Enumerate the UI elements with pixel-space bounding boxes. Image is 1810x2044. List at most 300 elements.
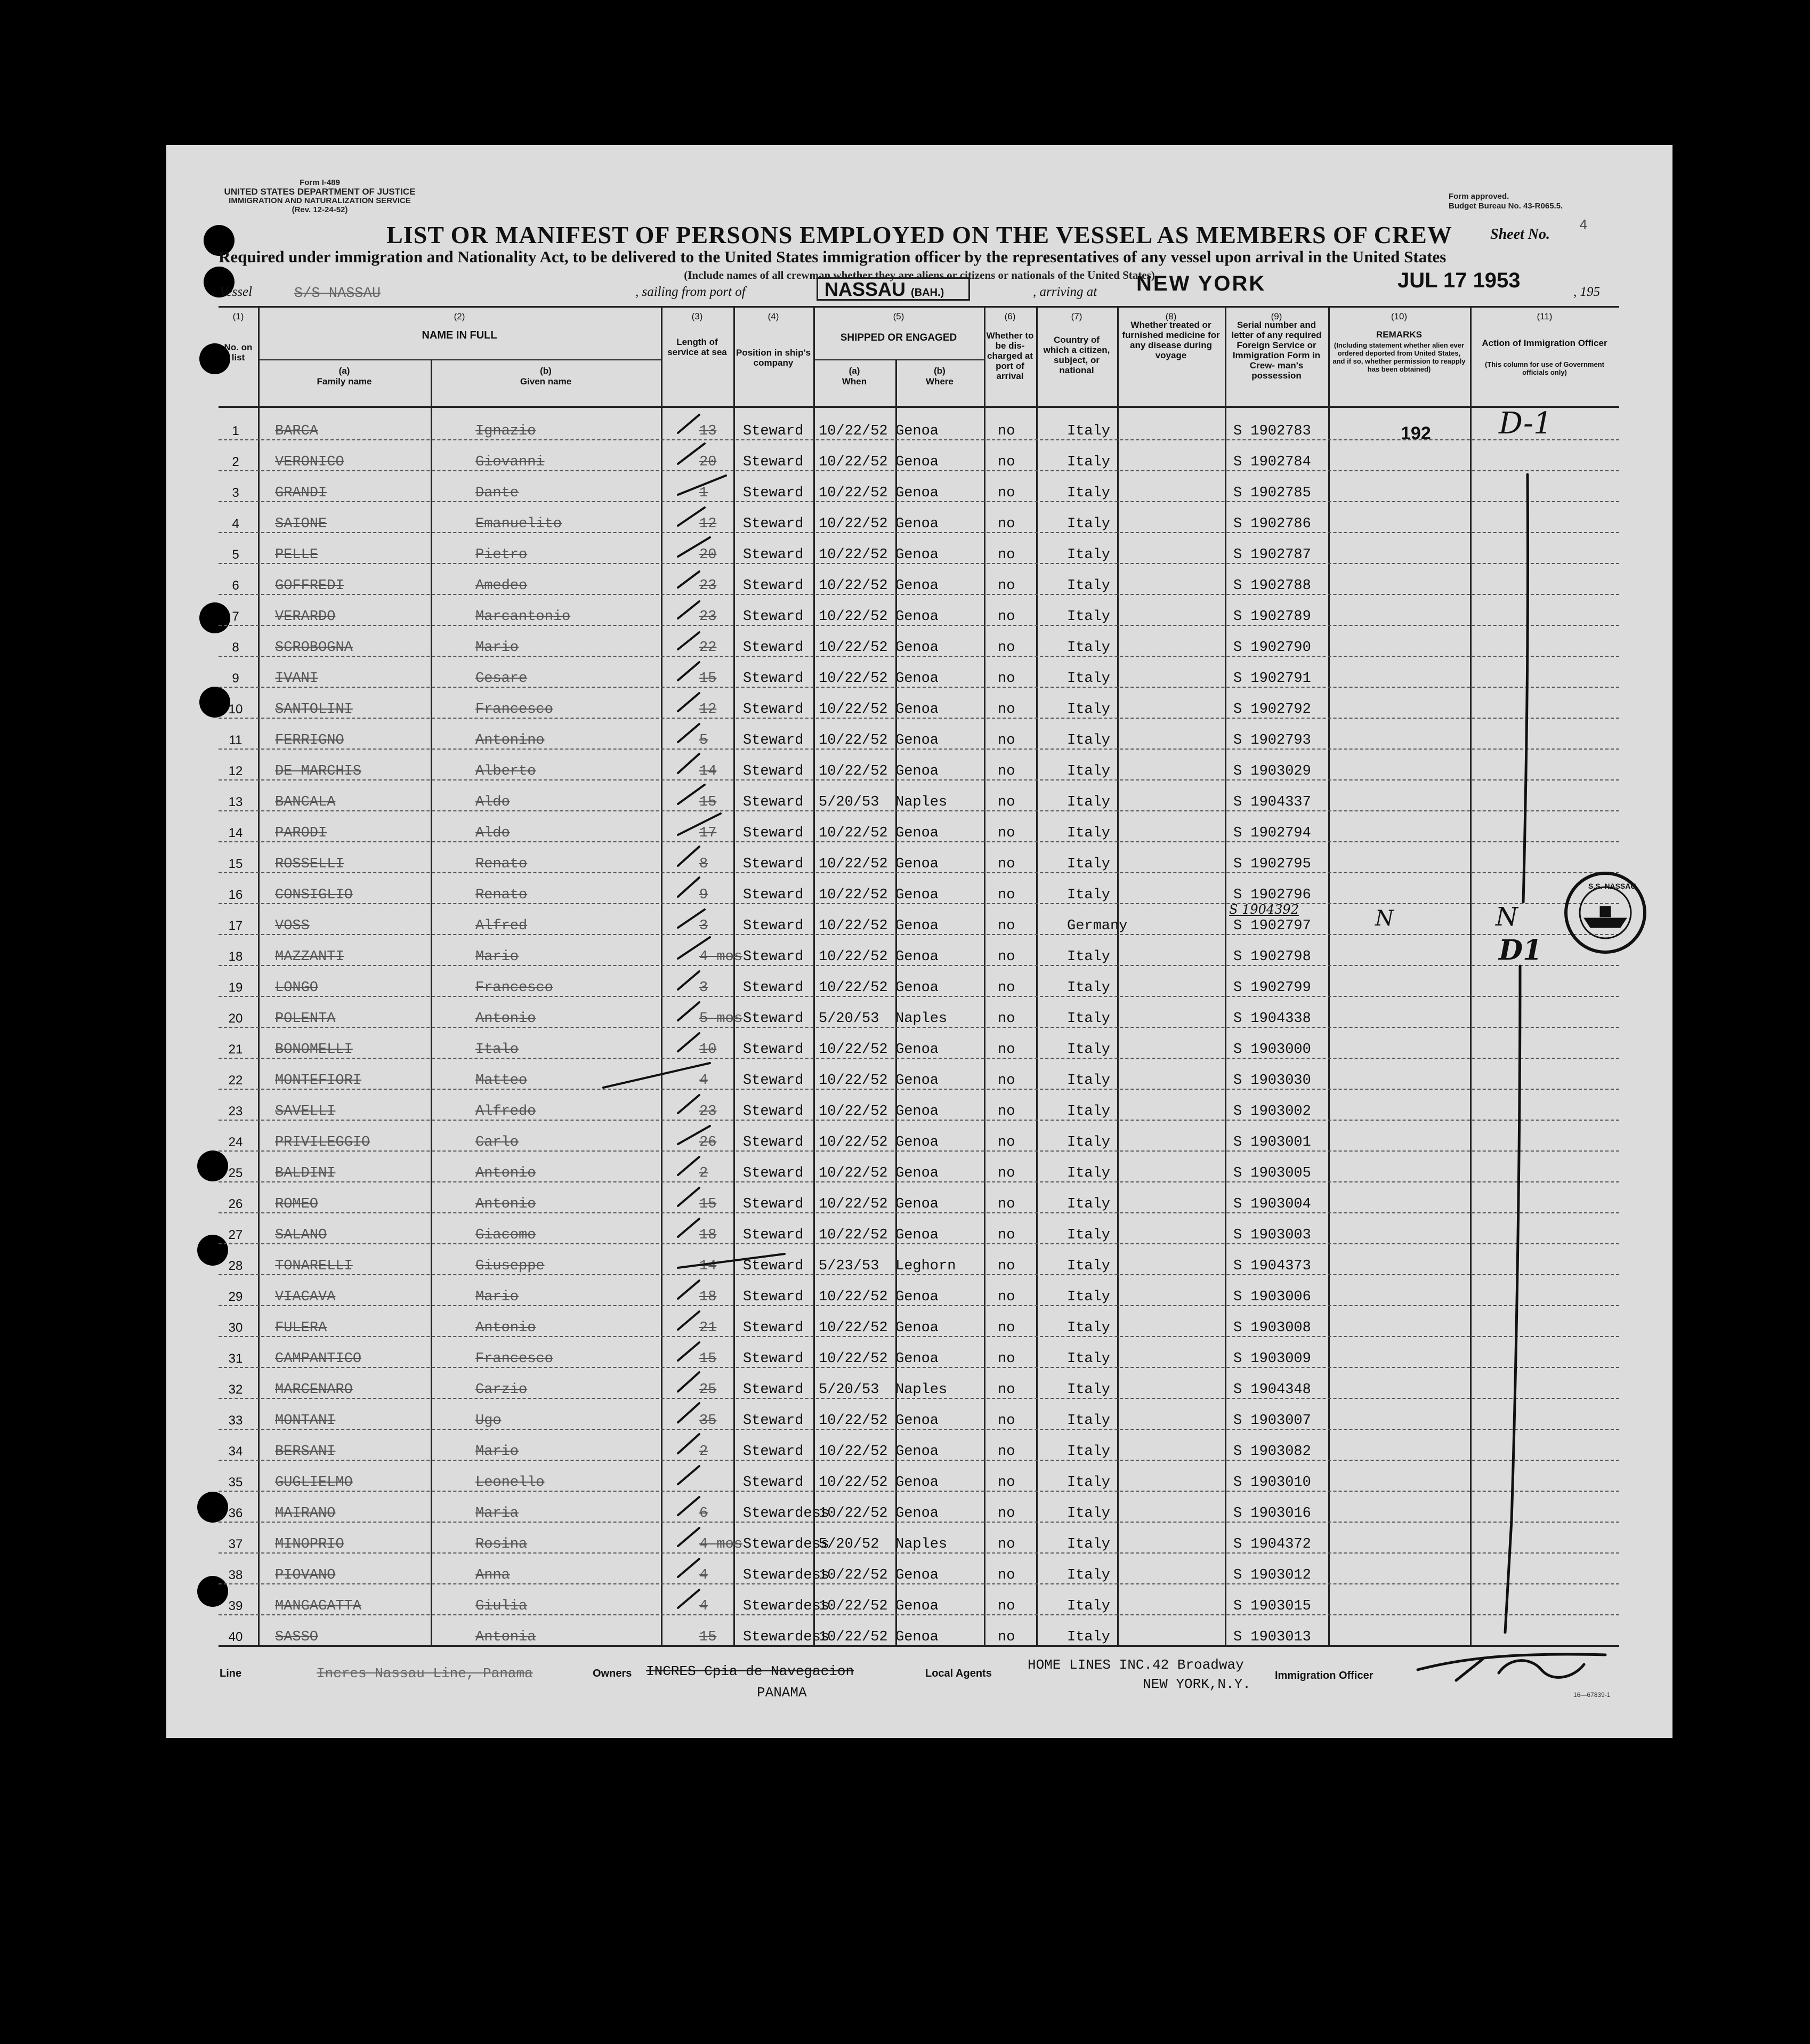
given-name: Renato xyxy=(475,887,528,903)
shipped-where: Genoa xyxy=(895,516,939,532)
family-name: MAZZANTI xyxy=(275,949,344,965)
length-of-service: 6 xyxy=(699,1506,708,1522)
given-name: Mario xyxy=(475,949,519,965)
given-name: Antonio xyxy=(475,1320,536,1336)
serial-number: S 1902783 xyxy=(1233,423,1311,439)
length-of-service: 9 xyxy=(699,887,708,903)
given-name: Anna xyxy=(475,1567,510,1583)
port-suffix: (BAH.) xyxy=(911,287,944,299)
shipped-where: Genoa xyxy=(895,1598,939,1614)
row-number: 8 xyxy=(232,640,239,655)
family-name: POLENTA xyxy=(275,1011,336,1027)
shipped-when: 10/22/52 xyxy=(819,1042,888,1058)
row-number: 38 xyxy=(228,1568,243,1582)
sheet-number-label: Sheet No. xyxy=(1490,226,1550,243)
footer-owners-value: INCRES Cpia de Navegacion xyxy=(646,1663,854,1679)
serial-number: S 1904372 xyxy=(1233,1536,1311,1552)
row-number: 31 xyxy=(228,1351,243,1366)
shipped-when: 10/22/52 xyxy=(819,671,888,687)
shipped-when: 10/22/52 xyxy=(819,702,888,718)
family-name: SALANO xyxy=(275,1227,327,1243)
column-number: (3) xyxy=(691,311,703,321)
length-of-service: 5 xyxy=(699,733,708,749)
header-action: Action of Immigration Officer xyxy=(1482,338,1607,348)
serial-number: S 1903004 xyxy=(1233,1196,1311,1212)
to-be-discharged: no xyxy=(998,1289,1015,1305)
row-number: 35 xyxy=(228,1475,243,1490)
country: Italy xyxy=(1067,454,1111,470)
sheet-number-value: 4 xyxy=(1579,216,1587,232)
header-shipped: SHIPPED OR ENGAGED xyxy=(840,332,957,343)
position: Steward xyxy=(743,485,804,501)
given-name: Dante xyxy=(475,485,519,501)
to-be-discharged: no xyxy=(998,1073,1015,1089)
shipped-where: Genoa xyxy=(895,1475,939,1491)
row-number: 29 xyxy=(228,1290,243,1304)
position: Steward xyxy=(743,1104,804,1120)
to-be-discharged: no xyxy=(998,1104,1015,1120)
position: Stewardess xyxy=(743,1598,830,1614)
position: Steward xyxy=(743,1444,804,1460)
length-of-service: 15 xyxy=(699,1629,717,1645)
length-of-service: 2 xyxy=(699,1165,708,1181)
row-number: 12 xyxy=(228,764,243,778)
row-number: 32 xyxy=(228,1382,243,1397)
to-be-discharged: no xyxy=(998,1382,1015,1398)
length-of-service: 10 xyxy=(699,1042,717,1058)
shipped-where: Genoa xyxy=(895,1165,939,1181)
position: Steward xyxy=(743,1227,804,1243)
serial-number: S 1903003 xyxy=(1233,1227,1311,1243)
country: Italy xyxy=(1067,887,1111,903)
manifest-subtitle: Required under immigration and Nationality Act, to be delivered to the United States immigration officer by the representatives of any vessel upon arrival in the United States xyxy=(219,247,1447,266)
vessel-name-value: S/S NASSAU xyxy=(294,286,381,302)
position: Steward xyxy=(743,825,804,841)
port-value: NASSAU xyxy=(825,278,906,300)
serial-number: S 1904373 xyxy=(1233,1258,1311,1274)
family-name: SAVELLI xyxy=(275,1104,336,1120)
family-name: FERRIGNO xyxy=(275,733,344,749)
country: Italy xyxy=(1067,1567,1111,1583)
shipped-where: Genoa xyxy=(895,1227,939,1243)
shipped-when: 10/22/52 xyxy=(819,763,888,779)
serial-number: S 1902790 xyxy=(1233,640,1311,656)
shipped-where: Genoa xyxy=(895,1413,939,1429)
position: Steward xyxy=(743,578,804,594)
serial-number: S 1902791 xyxy=(1233,671,1311,687)
serial-number: S 1902799 xyxy=(1233,980,1311,996)
serial-number: S 1902792 xyxy=(1233,702,1311,718)
length-of-service: 8 xyxy=(699,856,708,872)
position: Stewardess xyxy=(743,1506,830,1522)
shipped-where: Genoa xyxy=(895,733,939,749)
given-name: Italo xyxy=(475,1042,519,1058)
country: Italy xyxy=(1067,763,1111,779)
country: Italy xyxy=(1067,1351,1111,1367)
serial-number: S 1902789 xyxy=(1233,609,1311,625)
shipped-when: 5/20/53 xyxy=(819,1382,879,1398)
shipped-where: Genoa xyxy=(895,578,939,594)
shipped-when: 10/22/52 xyxy=(819,1351,888,1367)
header-remarks-note: (Including statement whether alien ever ordered deported from United States, and if so, whether permission to reapply has been obtained) xyxy=(1332,341,1466,373)
position: Stewardess xyxy=(743,1536,830,1552)
shipped-when: 10/22/52 xyxy=(819,1320,888,1336)
row-number: 33 xyxy=(228,1413,243,1428)
shipped-when: 10/22/52 xyxy=(819,1165,888,1181)
header-serial: Serial number and letter of any required Foreign Service or Immigration Form in Crew- man's possession xyxy=(1231,320,1322,381)
port-label: , sailing from port of xyxy=(635,285,746,299)
to-be-discharged: no xyxy=(998,1506,1015,1522)
shipped-where: Genoa xyxy=(895,1042,939,1058)
given-name: Carzio xyxy=(475,1382,528,1398)
position: Steward xyxy=(743,423,804,439)
shipped-where: Genoa xyxy=(895,454,939,470)
country: Italy xyxy=(1067,1258,1111,1274)
position: Steward xyxy=(743,1289,804,1305)
given-name: Leonello xyxy=(475,1475,545,1491)
given-name: Antonia xyxy=(475,1629,536,1645)
family-name: SASSO xyxy=(275,1629,319,1645)
shipped-where: Genoa xyxy=(895,856,939,872)
officer-signature xyxy=(1456,1659,1584,1680)
shipped-when: 10/22/52 xyxy=(819,980,888,996)
header-name-in-full: NAME IN FULL xyxy=(422,329,497,341)
country: Italy xyxy=(1067,733,1111,749)
footer-line-label: Line xyxy=(220,1668,242,1679)
length-of-service: 4 xyxy=(699,1073,708,1089)
country: Italy xyxy=(1067,702,1111,718)
header-length-service: Length of service at sea xyxy=(667,337,727,357)
given-name: Rosina xyxy=(475,1536,528,1552)
shipped-when: 10/22/52 xyxy=(819,1073,888,1089)
to-be-discharged: no xyxy=(998,1042,1015,1058)
country: Italy xyxy=(1067,547,1111,563)
row-number: 16 xyxy=(228,888,243,902)
header-no-on-list: No. on list xyxy=(224,342,253,363)
family-name: VOSS xyxy=(275,918,310,934)
serial-number: S 1902797 xyxy=(1233,918,1311,934)
country: Italy xyxy=(1067,949,1111,965)
position: Steward xyxy=(743,733,804,749)
shipped-when: 10/22/52 xyxy=(819,1196,888,1212)
position: Steward xyxy=(743,1382,804,1398)
to-be-discharged: no xyxy=(998,980,1015,996)
shipped-where: Genoa xyxy=(895,547,939,563)
length-of-service: 23 xyxy=(699,1104,717,1120)
remark-row-1: 192 xyxy=(1401,423,1431,444)
shipped-where: Genoa xyxy=(895,1567,939,1583)
service-name: IMMIGRATION AND NATURALIZATION SERVICE xyxy=(229,196,411,205)
shipped-where: Genoa xyxy=(895,640,939,656)
serial-number: S 1903010 xyxy=(1233,1475,1311,1491)
serial-number: S 1902784 xyxy=(1233,454,1311,470)
remark-row-17: N xyxy=(1375,906,1394,931)
family-name: MARCENARO xyxy=(275,1382,353,1398)
shipped-when: 10/22/52 xyxy=(819,1475,888,1491)
to-be-discharged: no xyxy=(998,949,1015,965)
country: Italy xyxy=(1067,671,1111,687)
length-of-service: 3 xyxy=(699,918,708,934)
shipped-where: Naples xyxy=(895,1011,948,1027)
shipped-when: 10/22/52 xyxy=(819,516,888,532)
position: Steward xyxy=(743,1134,804,1150)
country: Italy xyxy=(1067,1413,1111,1429)
country: Italy xyxy=(1067,1289,1111,1305)
to-be-discharged: no xyxy=(998,454,1015,470)
shipped-where: Genoa xyxy=(895,887,939,903)
family-name: MINOPRIO xyxy=(275,1536,344,1552)
length-of-service: 5 mos xyxy=(699,1011,743,1027)
position: Steward xyxy=(743,547,804,563)
given-name: Ugo xyxy=(475,1413,502,1429)
length-of-service: 4 xyxy=(699,1567,708,1583)
family-name: ROMEO xyxy=(275,1196,319,1212)
shipped-when: 5/20/53 xyxy=(819,1011,879,1027)
to-be-discharged: no xyxy=(998,1536,1015,1552)
given-name: Alberto xyxy=(475,763,536,779)
family-name: ROSSELLI xyxy=(275,856,344,872)
action-bracket-line xyxy=(1505,966,1520,1632)
row-number: 20 xyxy=(228,1011,243,1026)
position: Steward xyxy=(743,702,804,718)
footer-line-value: Incres Nassau Line, Panama xyxy=(317,1665,533,1681)
given-name: Aldo xyxy=(475,825,510,841)
shipped-when: 10/22/52 xyxy=(819,1444,888,1460)
length-of-service: 14 xyxy=(699,1258,717,1274)
family-name: VIACAVA xyxy=(275,1289,336,1305)
serial-number: S 1903029 xyxy=(1233,763,1311,779)
given-name: Carlo xyxy=(475,1134,519,1150)
column-number: (1) xyxy=(232,311,244,321)
position: Steward xyxy=(743,671,804,687)
row-number: 19 xyxy=(228,980,243,995)
column-number: (10) xyxy=(1391,311,1408,321)
form-code: 16—67839-1 xyxy=(1573,1691,1611,1699)
position: Steward xyxy=(743,794,804,810)
row-number: 39 xyxy=(228,1599,243,1613)
arrival-date: JUL 17 1953 xyxy=(1397,269,1521,292)
country: Italy xyxy=(1067,1073,1111,1089)
given-name: Aldo xyxy=(475,794,510,810)
shipped-when: 10/22/52 xyxy=(819,1227,888,1243)
shipped-when: 5/20/52 xyxy=(819,1536,879,1552)
column-number: (11) xyxy=(1537,311,1553,321)
country: Italy xyxy=(1067,825,1111,841)
shipped-where: Genoa xyxy=(895,825,939,841)
to-be-discharged: no xyxy=(998,918,1015,934)
row-number: 18 xyxy=(228,949,243,964)
shipped-where: Genoa xyxy=(895,1289,939,1305)
vessel-label: Vessel xyxy=(220,285,253,299)
serial-number: S 1903016 xyxy=(1233,1506,1311,1522)
row-number: 17 xyxy=(228,919,243,933)
position: Steward xyxy=(743,454,804,470)
country: Italy xyxy=(1067,1042,1111,1058)
shipped-when: 10/22/52 xyxy=(819,949,888,965)
length-of-service: 15 xyxy=(699,671,717,687)
budget-number: Budget Bureau No. 43-R065.5. xyxy=(1449,202,1563,211)
footer-officer-label: Immigration Officer xyxy=(1275,1670,1373,1681)
shipped-where: Naples xyxy=(895,1536,948,1552)
serial-number: S 1903001 xyxy=(1233,1134,1311,1150)
position: Steward xyxy=(743,887,804,903)
length-of-service: 20 xyxy=(699,454,717,470)
serial-number: S 1903005 xyxy=(1233,1165,1311,1181)
given-name: Matteo xyxy=(475,1073,528,1089)
department-name: UNITED STATES DEPARTMENT OF JUSTICE xyxy=(224,187,416,197)
row-number: 37 xyxy=(228,1537,243,1551)
serial-number: S 1903008 xyxy=(1233,1320,1311,1336)
column-number: (7) xyxy=(1071,311,1082,321)
shipped-when: 5/20/53 xyxy=(819,794,879,810)
position: Steward xyxy=(743,856,804,872)
family-name: PARODI xyxy=(275,825,327,841)
length-of-service: 1 xyxy=(699,485,708,501)
family-name: SANTOLINI xyxy=(275,702,353,718)
length-of-service: 15 xyxy=(699,1351,717,1367)
length-of-service: 12 xyxy=(699,516,717,532)
given-name: Francesco xyxy=(475,980,553,996)
to-be-discharged: no xyxy=(998,1567,1015,1583)
position: Steward xyxy=(743,918,804,934)
shipped-where: Genoa xyxy=(895,1134,939,1150)
shipped-when: 10/22/52 xyxy=(819,1289,888,1305)
row-number: 21 xyxy=(228,1042,243,1057)
serial-number: S 1902786 xyxy=(1233,516,1311,532)
position: Stewardess xyxy=(743,1629,830,1645)
country: Italy xyxy=(1067,1165,1111,1181)
serial-number: S 1903007 xyxy=(1233,1413,1311,1429)
given-name: Giovanni xyxy=(475,454,545,470)
row-number: 7 xyxy=(232,609,239,624)
shipped-when: 10/22/52 xyxy=(819,856,888,872)
length-of-service: 13 xyxy=(699,423,717,439)
position: Steward xyxy=(743,516,804,532)
serial-number: S 1902793 xyxy=(1233,733,1311,749)
country: Italy xyxy=(1067,1134,1111,1150)
to-be-discharged: no xyxy=(998,763,1015,779)
length-of-service: 12 xyxy=(699,702,717,718)
given-name: Maria xyxy=(475,1506,519,1522)
shipped-where: Genoa xyxy=(895,671,939,687)
shipped-when: 10/22/52 xyxy=(819,454,888,470)
shipped-when: 10/22/52 xyxy=(819,825,888,841)
shipped-when: 10/22/52 xyxy=(819,918,888,934)
serial-number: S 1903002 xyxy=(1233,1104,1311,1120)
shipped-where: Genoa xyxy=(895,980,939,996)
shipped-when: 10/22/52 xyxy=(819,1104,888,1120)
row-number: 14 xyxy=(228,826,243,840)
shipped-where: Genoa xyxy=(895,1320,939,1336)
given-name: Emanuelito xyxy=(475,516,562,532)
row-number: 1 xyxy=(232,424,239,438)
to-be-discharged: no xyxy=(998,1413,1015,1429)
row-number: 30 xyxy=(228,1321,243,1335)
action-bracket-line xyxy=(1523,474,1528,902)
given-name: Mario xyxy=(475,1289,519,1305)
to-be-discharged: no xyxy=(998,485,1015,501)
position: Steward xyxy=(743,1011,804,1027)
shipped-where: Genoa xyxy=(895,1196,939,1212)
column-number: (9) xyxy=(1271,311,1282,321)
given-name: Alfredo xyxy=(475,1104,536,1120)
serial-number: S 1902798 xyxy=(1233,949,1311,965)
country: Italy xyxy=(1067,1227,1111,1243)
position: Steward xyxy=(743,1042,804,1058)
position: Steward xyxy=(743,1073,804,1089)
family-name: MAIRANO xyxy=(275,1506,336,1522)
footer-owners-label: Owners xyxy=(593,1668,632,1679)
header-when: When xyxy=(842,376,867,387)
length-of-service: 17 xyxy=(699,825,717,841)
length-of-service: 4 mos xyxy=(699,1536,743,1552)
length-of-service: 2 xyxy=(699,1444,708,1460)
column-number: (5) xyxy=(893,311,904,321)
year-suffix: , 195 xyxy=(1573,285,1600,299)
column-number: (6) xyxy=(1004,311,1016,321)
family-name: LONGO xyxy=(275,980,319,996)
to-be-discharged: no xyxy=(998,825,1015,841)
country: Italy xyxy=(1067,485,1111,501)
to-be-discharged: no xyxy=(998,1629,1015,1645)
row-number: 24 xyxy=(228,1135,243,1149)
shipped-where: Naples xyxy=(895,794,948,810)
serial-number: S 1902785 xyxy=(1233,485,1311,501)
shipped-where: Genoa xyxy=(895,918,939,934)
shipped-where: Naples xyxy=(895,1382,948,1398)
header-family-name: Family name xyxy=(317,376,372,387)
given-name: Ignazio xyxy=(475,423,536,439)
row-number: 15 xyxy=(228,857,243,871)
family-name: GOFFREDI xyxy=(275,578,344,594)
header-discharged: Whether to be dis- charged at port of arrival xyxy=(986,331,1034,381)
shipped-when: 10/22/52 xyxy=(819,733,888,749)
manifest-sheet xyxy=(166,145,1672,1738)
row-number: 2 xyxy=(232,455,239,469)
row-number: 26 xyxy=(228,1197,243,1211)
header-remarks: REMARKS xyxy=(1376,329,1422,340)
family-name: DE MARCHIS xyxy=(275,763,362,779)
family-name: MANGAGATTA xyxy=(275,1598,362,1614)
country: Italy xyxy=(1067,980,1111,996)
position: Steward xyxy=(743,640,804,656)
country: Italy xyxy=(1067,1598,1111,1614)
position: Steward xyxy=(743,1196,804,1212)
given-name: Renato xyxy=(475,856,528,872)
given-name: Alfred xyxy=(475,918,528,934)
arriving-value: NEW YORK xyxy=(1136,272,1266,295)
length-of-service: 26 xyxy=(699,1134,717,1150)
serial-number: S 1903030 xyxy=(1233,1073,1311,1089)
shipped-when: 10/22/52 xyxy=(819,423,888,439)
footer-owners-value-2: PANAMA xyxy=(757,1685,807,1701)
serial-number: S 1902796 xyxy=(1233,887,1311,903)
shipped-where: Genoa xyxy=(895,423,939,439)
serial-number: S 1903006 xyxy=(1233,1289,1311,1305)
given-name: Antonino xyxy=(475,733,545,749)
country: Italy xyxy=(1067,1536,1111,1552)
country: Italy xyxy=(1067,1475,1111,1491)
length-of-service: 3 xyxy=(699,980,708,996)
to-be-discharged: no xyxy=(998,516,1015,532)
family-name: IVANI xyxy=(275,671,319,687)
row-number: 5 xyxy=(232,548,239,562)
shipped-when: 10/22/52 xyxy=(819,887,888,903)
to-be-discharged: no xyxy=(998,1351,1015,1367)
shipped-where: Genoa xyxy=(895,1073,939,1089)
given-name: Francesco xyxy=(475,1351,553,1367)
family-name: FULERA xyxy=(275,1320,327,1336)
